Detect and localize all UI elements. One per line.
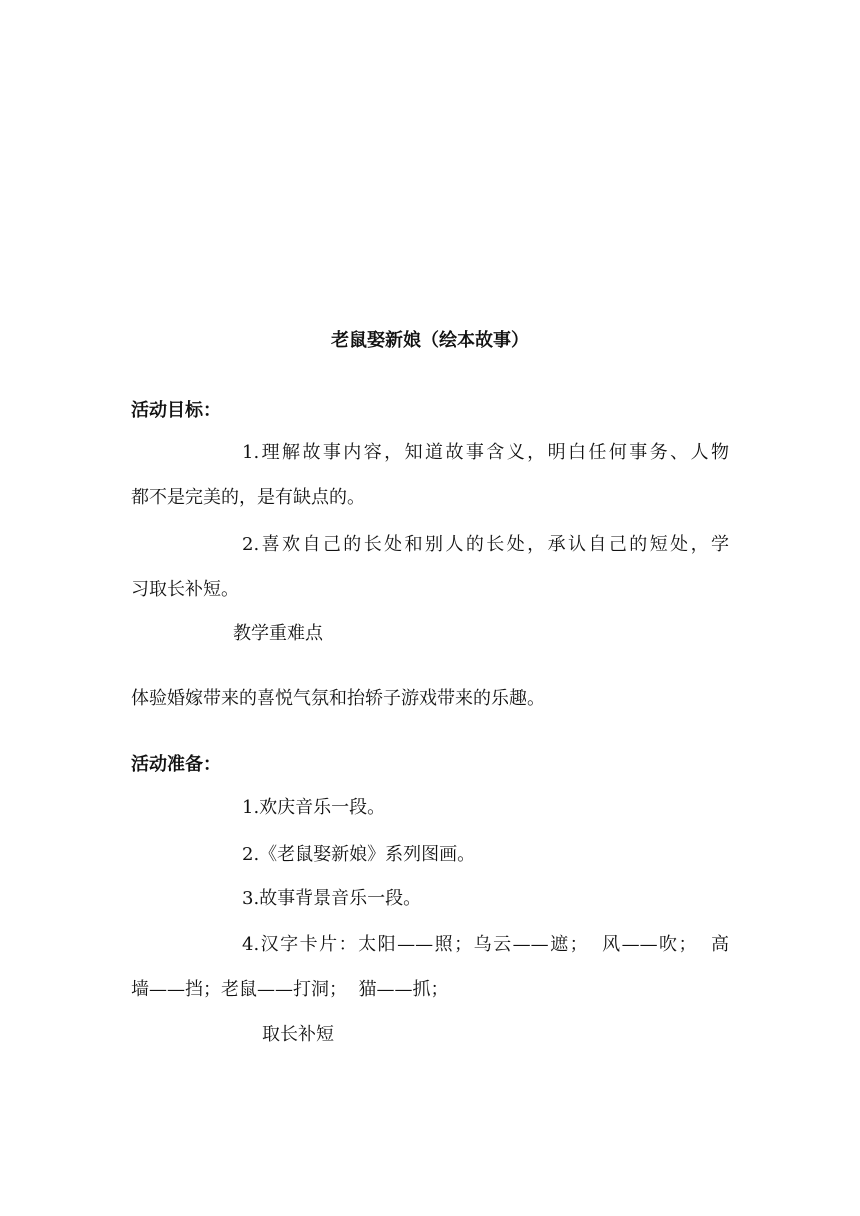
goal-item-1-line-1: 1.理解故事内容，知道故事含义，明白任何事务、人物 <box>242 442 729 463</box>
prep-item-3: 3.故事背景音乐一段。 <box>242 888 422 909</box>
goal-item-2-line-2: 习取长补短。 <box>131 579 239 600</box>
goals-heading: 活动目标： <box>131 400 221 421</box>
prep-item-4-line-2: 墙——挡；老鼠——打洞； 猫——抓； <box>131 979 449 1000</box>
prep-item-1: 1.欢庆音乐一段。 <box>242 797 386 818</box>
prep-item-5: 取长补短 <box>262 1024 334 1045</box>
key-points-label: 教学重难点 <box>233 623 323 644</box>
key-points-text: 体验婚嫁带来的喜悦气氛和抬轿子游戏带来的乐趣。 <box>131 688 545 709</box>
prep-item-4-line-1: 4.汉字卡片：太阳——照；乌云——遮； 风——吹； 高 <box>242 934 729 955</box>
document-title: 老鼠娶新娘（绘本故事） <box>331 330 529 351</box>
goal-item-2-line-1: 2.喜欢自己的长处和别人的长处，承认自己的短处，学 <box>242 534 729 555</box>
goal-item-1-line-2: 都不是完美的，是有缺点的。 <box>131 487 365 508</box>
prep-item-2: 2.《老鼠娶新娘》系列图画。 <box>242 844 476 865</box>
prep-heading: 活动准备： <box>131 754 221 775</box>
